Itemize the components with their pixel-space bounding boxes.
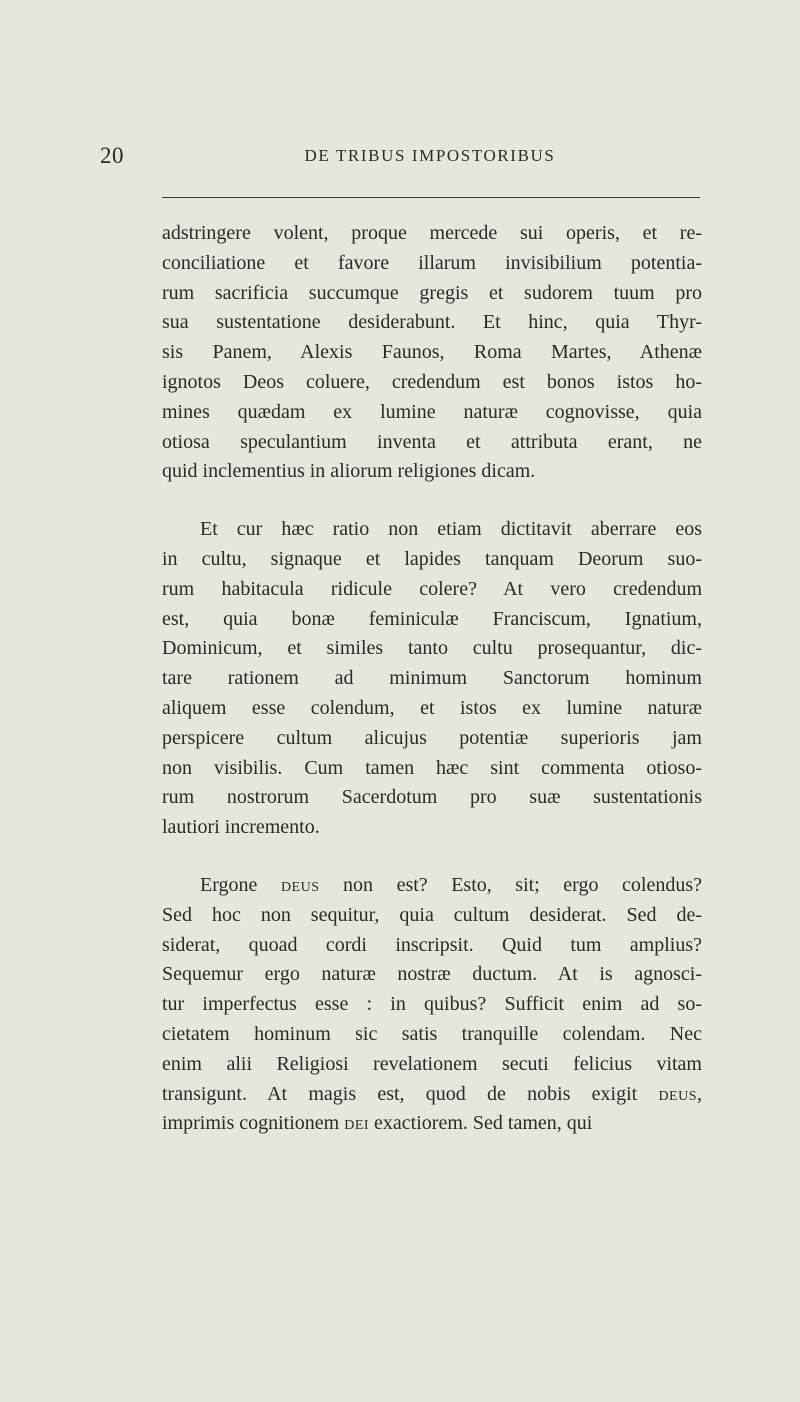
paragraph-3	[162, 871, 702, 1139]
small-caps-run: deus	[280, 873, 320, 896]
text-run: siderat, quoad cordi inscripsit. Quid tum amplius?	[162, 933, 702, 956]
text-run: imprimis cognitionem	[162, 1112, 345, 1135]
text-line	[162, 960, 702, 990]
text-line: rum habitacula ridicule colere? At vero credendum	[162, 577, 702, 600]
text-line: Dominicum, et similes tanto cultu prosequantur, dic-	[162, 637, 702, 660]
paragraph-gap	[162, 843, 702, 871]
text-run: exactiorem. Sed tamen, qui	[369, 1112, 593, 1135]
text-line: est, quia bonæ feminiculæ Franciscum, Ignatium,	[162, 607, 702, 630]
text-run: cietatem hominum sic satis tranquille colendam. Nec	[162, 1022, 702, 1045]
text-line: ignotos Deos coluere, credendum est bonos istos ho-	[162, 370, 702, 393]
running-title: DE TRIBUS IMPOSTORIBUS	[304, 146, 556, 165]
text-run: tur imperfectus esse : in quibus? Sufficit enim ad so-	[162, 993, 702, 1016]
text-run: transigunt. At magis est, quod de nobis exigit	[162, 1082, 659, 1105]
page-number: 20	[100, 143, 124, 168]
text-line	[162, 901, 702, 931]
text-line: perspicere cultum alicujus potentiæ superioris jam	[162, 726, 702, 749]
text-line	[162, 931, 702, 961]
text-line: non visibilis. Cum tamen hæc sint commenta otioso-	[162, 756, 702, 779]
text-line: sis Panem, Alexis Faunos, Roma Martes, Athenæ	[162, 341, 702, 364]
paragraph-1	[162, 219, 702, 487]
text-line: adstringere volent, proque mercede sui operis, et re-	[162, 222, 702, 244]
text-run: Ergone	[200, 873, 281, 896]
text-line: lautiori incremento.	[162, 816, 320, 839]
text-line: sua sustentatione desiderabunt. Et hinc, quia Thyr-	[162, 311, 702, 334]
paragraph-2	[162, 515, 702, 843]
text-line: quid inclementius in aliorum religiones dicam.	[162, 460, 536, 483]
text-line: aliquem esse colendum, et istos ex lumine naturæ	[162, 696, 702, 719]
text-run: Sed hoc non sequitur, quia cultum desiderat. Sed de-	[162, 903, 702, 926]
page-header	[100, 143, 700, 183]
text-run: Sequemur ergo naturæ nostræ ductum. At is agnosci-	[162, 963, 702, 986]
text-run: non est? Esto, sit; ergo colendus?	[319, 873, 702, 896]
header-rule	[162, 197, 700, 198]
text-line	[162, 990, 702, 1020]
text-line: conciliatione et favore illarum invisibilium potentia-	[162, 251, 702, 274]
text-line: otiosa speculantium inventa et attributa erant, ne	[162, 430, 702, 453]
text-line: mines quædam ex lumine naturæ cognovisse, quia	[162, 400, 702, 423]
text-line: tare rationem ad minimum Sanctorum hominum	[162, 667, 702, 690]
small-caps-run: deus	[658, 1082, 697, 1105]
text-line	[162, 1050, 702, 1080]
small-caps-run: dei	[344, 1112, 370, 1135]
text-line	[162, 1080, 702, 1110]
text-line: rum nostrorum Sacerdotum pro suæ sustentationis	[162, 786, 702, 809]
text-run: enim alii Religiosi revelationem secuti felicius vitam	[162, 1052, 702, 1075]
paragraph-gap	[162, 487, 702, 515]
text-line	[162, 1020, 702, 1050]
body-text	[162, 219, 702, 1139]
text-line: in cultu, signaque et lapides tanquam Deorum suo-	[162, 547, 702, 570]
text-line: Et cur hæc ratio non etiam dictitavit aberrare eos	[200, 518, 702, 541]
text-line	[162, 871, 702, 901]
text-run: ,	[697, 1082, 702, 1105]
text-line: rum sacrificia succumque gregis et sudorem tuum pro	[162, 281, 702, 304]
text-line	[162, 1109, 702, 1139]
